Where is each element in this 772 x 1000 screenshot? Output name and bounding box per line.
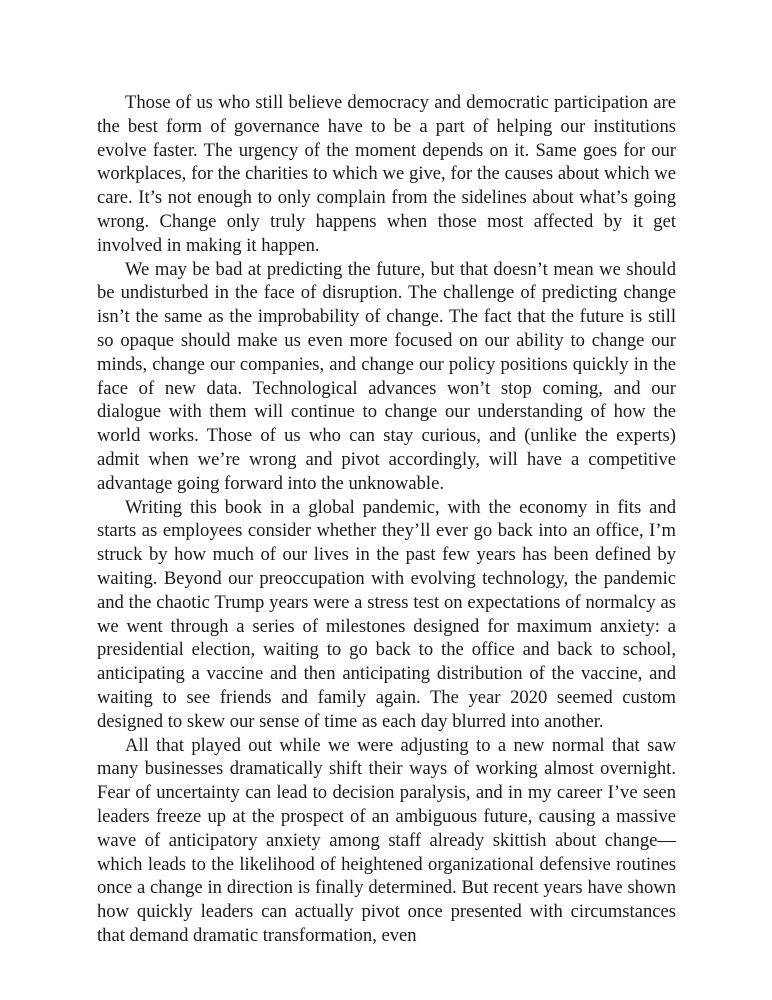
document-page — [97, 91, 676, 948]
paragraph-4: All that played out while we were adjusting to a new normal that saw many businesses dramatically shift their ways of working almost overnight. Fear of uncertainty can lead to decision paralysis, and in my career I’ve seen leaders freeze up at the prospect of an ambiguous future, causing a massive wave of anticipatory anxiety among staff already skittish about change—which leads to the likelihood of heightened organizational defensive routines once a change in direction is finally determined. But recent years have shown how quickly leaders can actually pivot once presented with circumstances that demand dramatic transformation, even — [97, 734, 676, 946]
paragraph-1: Those of us who still believe democracy and democratic participation are the best form of governance have to be a part of helping our institutions evolve faster. The urgency of the moment depends on it. Same goes for our workplaces, for the charities to which we give, for the causes about which we care. It’s not enough to only complain from the sidelines about what’s going wrong. Change only truly happens when those most affected by it get involved in making it happen. — [97, 92, 676, 256]
paragraph-2: We may be bad at predicting the future, but that doesn’t mean we should be undisturbed in the face of disruption. The challenge of predicting change isn’t the same as the improbability of change. The fact that the future is still so opaque should make us even more focused on our ability to change our minds, change our companies, and change our policy positions quickly in the face of new data. Technological advances won’t stop coming, and our dialogue with them will continue to change our understanding of how the world works. Those of us who can stay curious, and (unlike the experts) admit when we’re wrong and pivot accordingly, will have a competitive advantage going forward into the unknowable. — [97, 258, 676, 494]
paragraph-3: Writing this book in a global pandemic, with the economy in fits and starts as employees consider whether they’ll ever go back into an office, I’m struck by how much of our lives in the past few years has been defined by waiting. Beyond our preoccupation with evolving technology, the pandemic and the chaotic Trump years were a stress test on expectations of normalcy as we went through a series of milestones designed for maximum anxiety: a presidential election, waiting to go back to the office and back to school, anticipating a vaccine and then anticipating distribution of the vaccine, and waiting to see friends and family again. The year 2020 seemed custom designed to skew our sense of time as each day blurred into another. — [97, 496, 676, 732]
